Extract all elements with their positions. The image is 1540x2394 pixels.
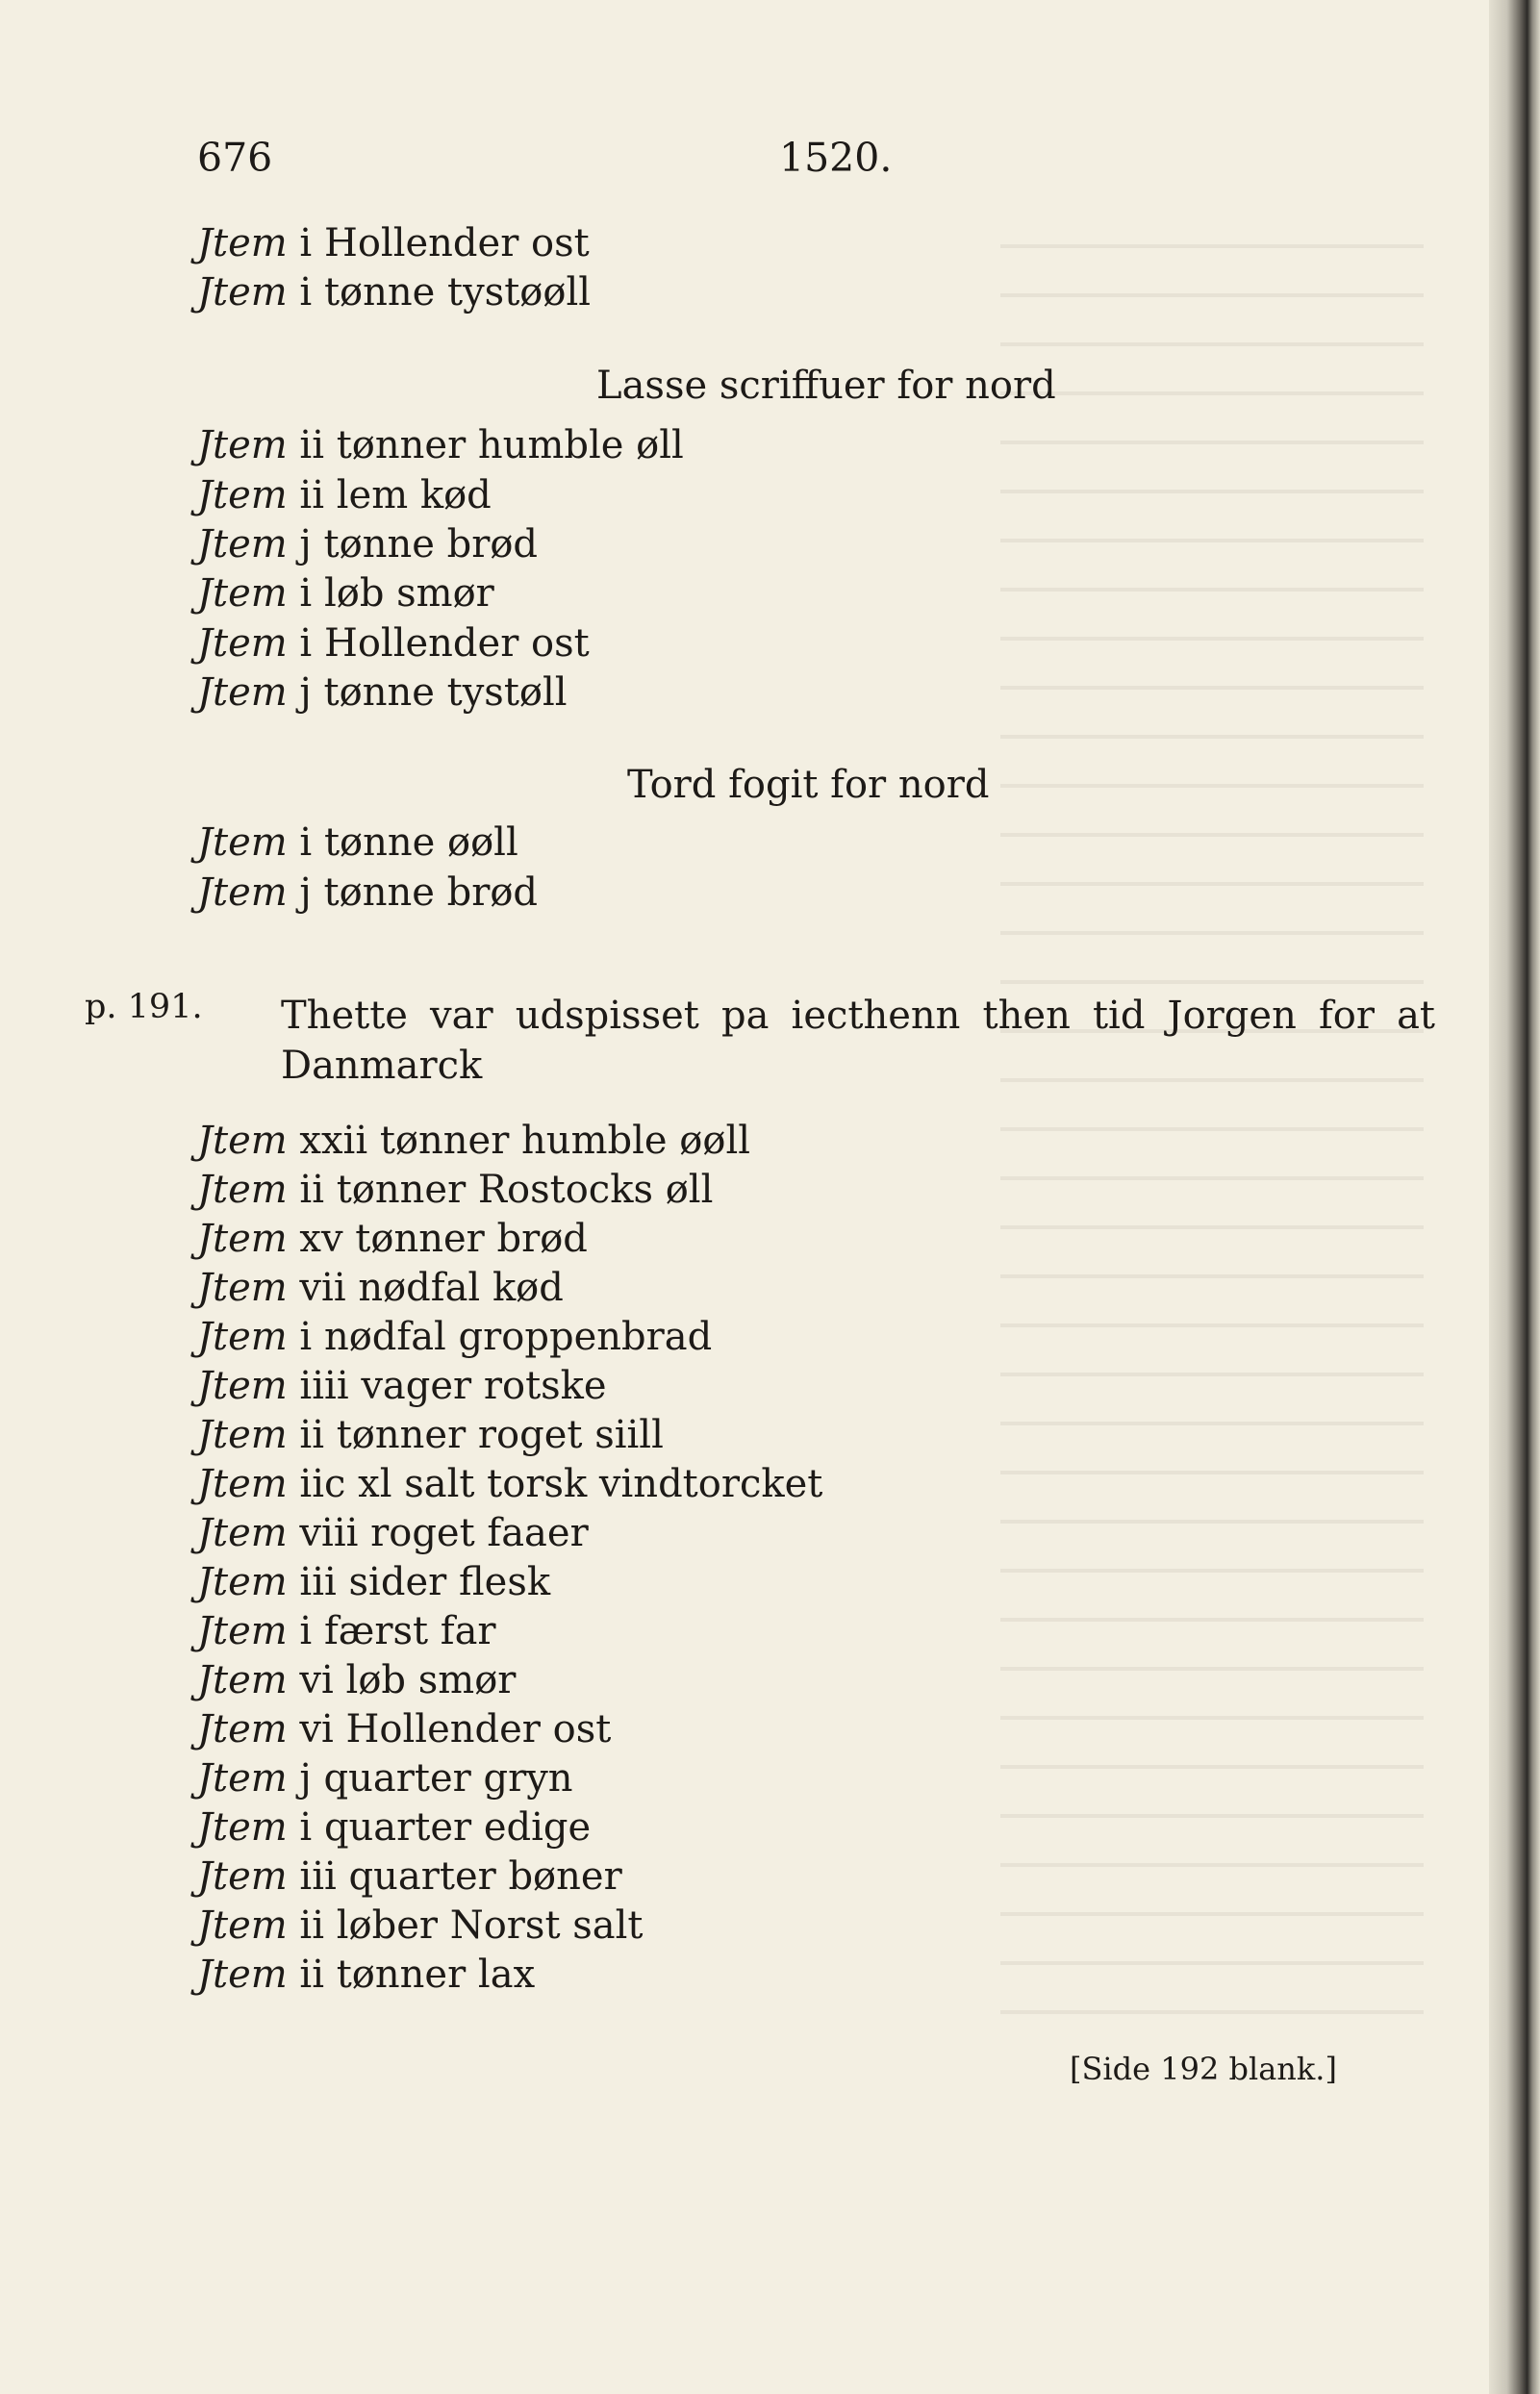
entry-line: Jtem ii tønner Rostocks øll [197, 1168, 714, 1212]
entry-line: Jtem iii sider flesk [197, 1560, 551, 1604]
entry-line: Jtem ii løber Norst salt [197, 1903, 644, 1948]
footer-note: [Side 192 blank.] [1070, 2051, 1337, 2087]
entry-line: Jtem ii lem kød [197, 473, 492, 517]
entry-line: Jtem ii tønner roget siill [197, 1413, 664, 1457]
entry-line: Jtem ii tønner humble øll [197, 423, 684, 467]
entry-line: Jtem i Hollender ost [197, 221, 590, 265]
book-binding-edge [1489, 0, 1540, 2394]
entry-line: Jtem i Hollender ost [197, 621, 590, 666]
entry-line: Jtem i quarter edige [197, 1805, 592, 1850]
section-heading: Tord fogit for nord [627, 763, 990, 807]
entry-line: Jtem vi løb smør [197, 1658, 517, 1702]
entry-line: Jtem ii tønner lax [197, 1953, 536, 1997]
entry-line: Jtem vi Hollender ost [197, 1707, 612, 1751]
entry-line: Jtem iii quarter bøner [197, 1854, 622, 1899]
entry-line: Jtem i løb smør [197, 571, 494, 616]
entry-line: Jtem i tønne tystøøll [197, 270, 592, 315]
bleed-through-texture [1000, 212, 1424, 2039]
entry-line: Jtem iic xl salt torsk vindtorcket [197, 1462, 823, 1506]
entry-line: Jtem i færst far [197, 1609, 496, 1653]
entry-line: Jtem j tønne brød [197, 522, 539, 567]
entry-line: Jtem xv tønner brød [197, 1217, 588, 1261]
page-year-header: 1520. [779, 135, 893, 181]
paragraph: Thette var udspisset pa iecthenn then tid Jorgen for at Danmarck [281, 994, 1435, 1088]
entry-line: Jtem j tønne tystøll [197, 670, 568, 715]
page-number: 676 [197, 135, 273, 181]
entry-line: Jtem j tønne brød [197, 870, 539, 915]
entry-line: Jtem i nødfal groppenbrad [197, 1315, 713, 1359]
margin-page-reference: p. 191. [85, 988, 203, 1026]
entry-line: Jtem iiii vager rotske [197, 1364, 607, 1408]
entry-line: Jtem xxii tønner humble øøll [197, 1119, 751, 1163]
entry-line: Jtem i tønne øøll [197, 820, 518, 865]
section-heading: Lasse scriffuer for nord [596, 364, 1056, 408]
entry-line: Jtem vii nødfal kød [197, 1266, 564, 1310]
entry-line: Jtem j quarter gryn [197, 1756, 573, 1801]
entry-line: Jtem viii roget faaer [197, 1511, 589, 1555]
